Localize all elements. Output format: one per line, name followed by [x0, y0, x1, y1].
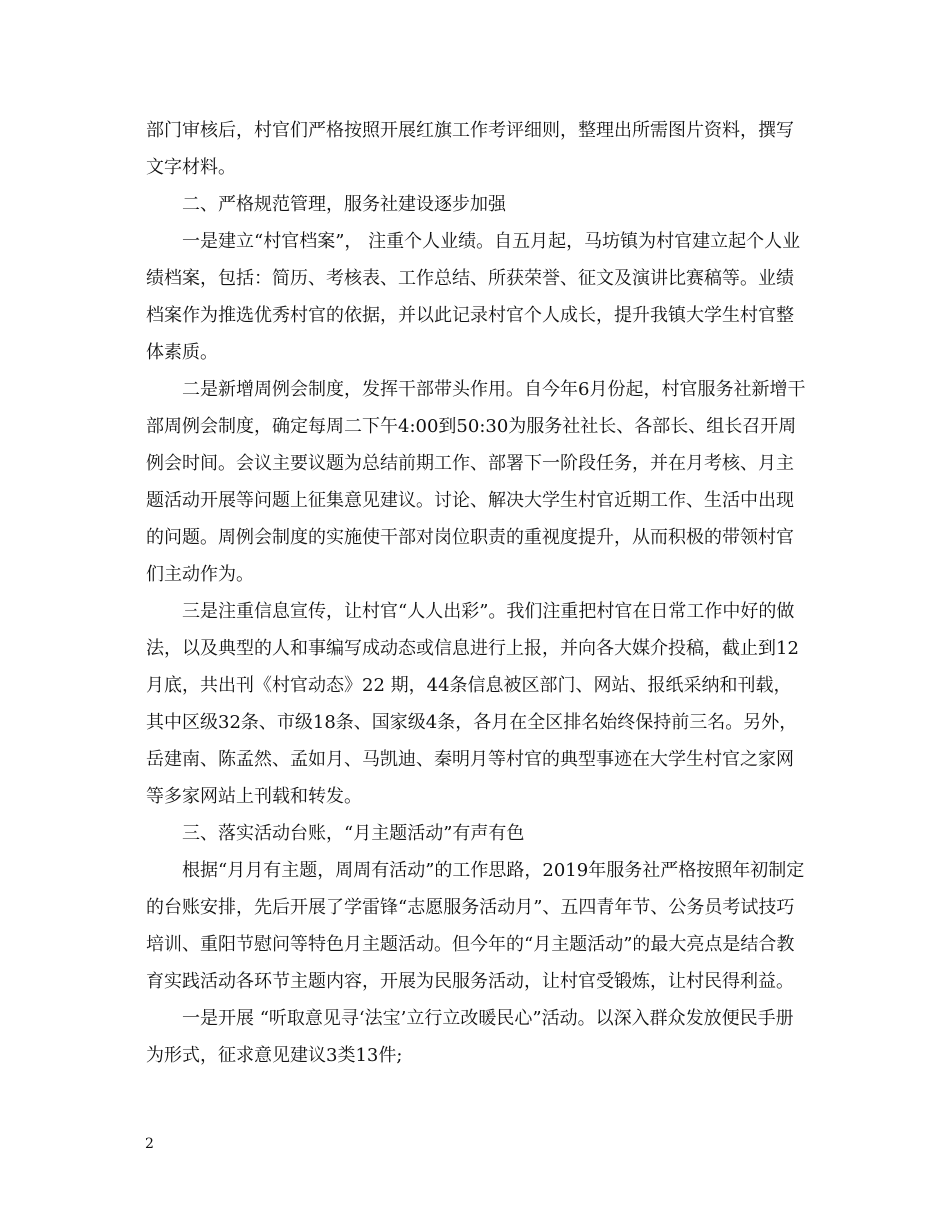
paragraph: 三是注重信息宣传，让村官“人人出彩”。我们注重把村官在日常工作中好的做法，以及典型的人和事编写成动态或信息进行上报，并向各大媒介投稿，截止到12月底，共出刊《村官动态》22 期，44条信息被区部门、网站、报纸采纳和刊载，其中区级32条、市级18条、国家级4条，各月在全区排名始终保持前三名。另外，岳建南、陈孟然、孟如月、马凯迪、秦明月等村官的典型事迹在大学生村官之家网等多家网站上刊载和转发。: [146, 601, 799, 807]
paragraph: 一是建立“村官档案”， 注重个人业绩。自五月起，马坊镇为村官建立起个人业绩档案，包括：简历、考核表、工作总结、所获荣誉、征文及演讲比赛稿等。业绩档案作为推选优秀村官的依据，并以此记录村官个人成长，提升我镇大学生村官整体素质。: [146, 231, 801, 363]
section-heading: 二、严格规范管理，服务社建设逐步加强: [182, 194, 506, 215]
paragraph: 根据“月月有主题，周周有活动”的工作思路，2019年服务社严格按照年初制定的台账安排，先后开展了学雷锋“志愿服务活动月”、五四青年节、公务员考试技巧培训、重阳节慰问等特色月主题活动。但今年的“月主题活动”的最大亮点是结合教育实践活动各环节主题内容，开展为民服务活动，让村官受锻炼，让村民得利益。: [146, 860, 805, 992]
section-heading: 三、落实活动台账，“月主题活动”有声有色: [182, 823, 525, 844]
paragraph: 二是新增周例会制度，发挥干部带头作用。自今年6月份起，村官服务社新增干部周例会制度，确定每周二下午4:00到50:30为服务社社长、各部长、组长召开周例会时间。会议主要议题为总结前期工作、部署下一阶段任务，并在月考核、月主题活动开展等问题上征集意见建议。讨论、解决大学生村官近期工作、生活中出现的问题。周例会制度的实施使干部对岗位职责的重视度提升，从而积极的带领村官们主动作为。: [146, 379, 806, 585]
page-number: 2: [145, 1136, 154, 1152]
paragraph: 部门审核后，村官们严格按照开展红旗工作考评细则，整理出所需图片资料，撰写文字材料。: [146, 120, 794, 178]
paragraph: 一是开展 “听取意见寻‘法宝’立行立改暖民心”活动。以深入群众发放便民手册为形式，征求意见建议3类13件;: [146, 1008, 794, 1066]
document-body: [146, 112, 806, 1074]
